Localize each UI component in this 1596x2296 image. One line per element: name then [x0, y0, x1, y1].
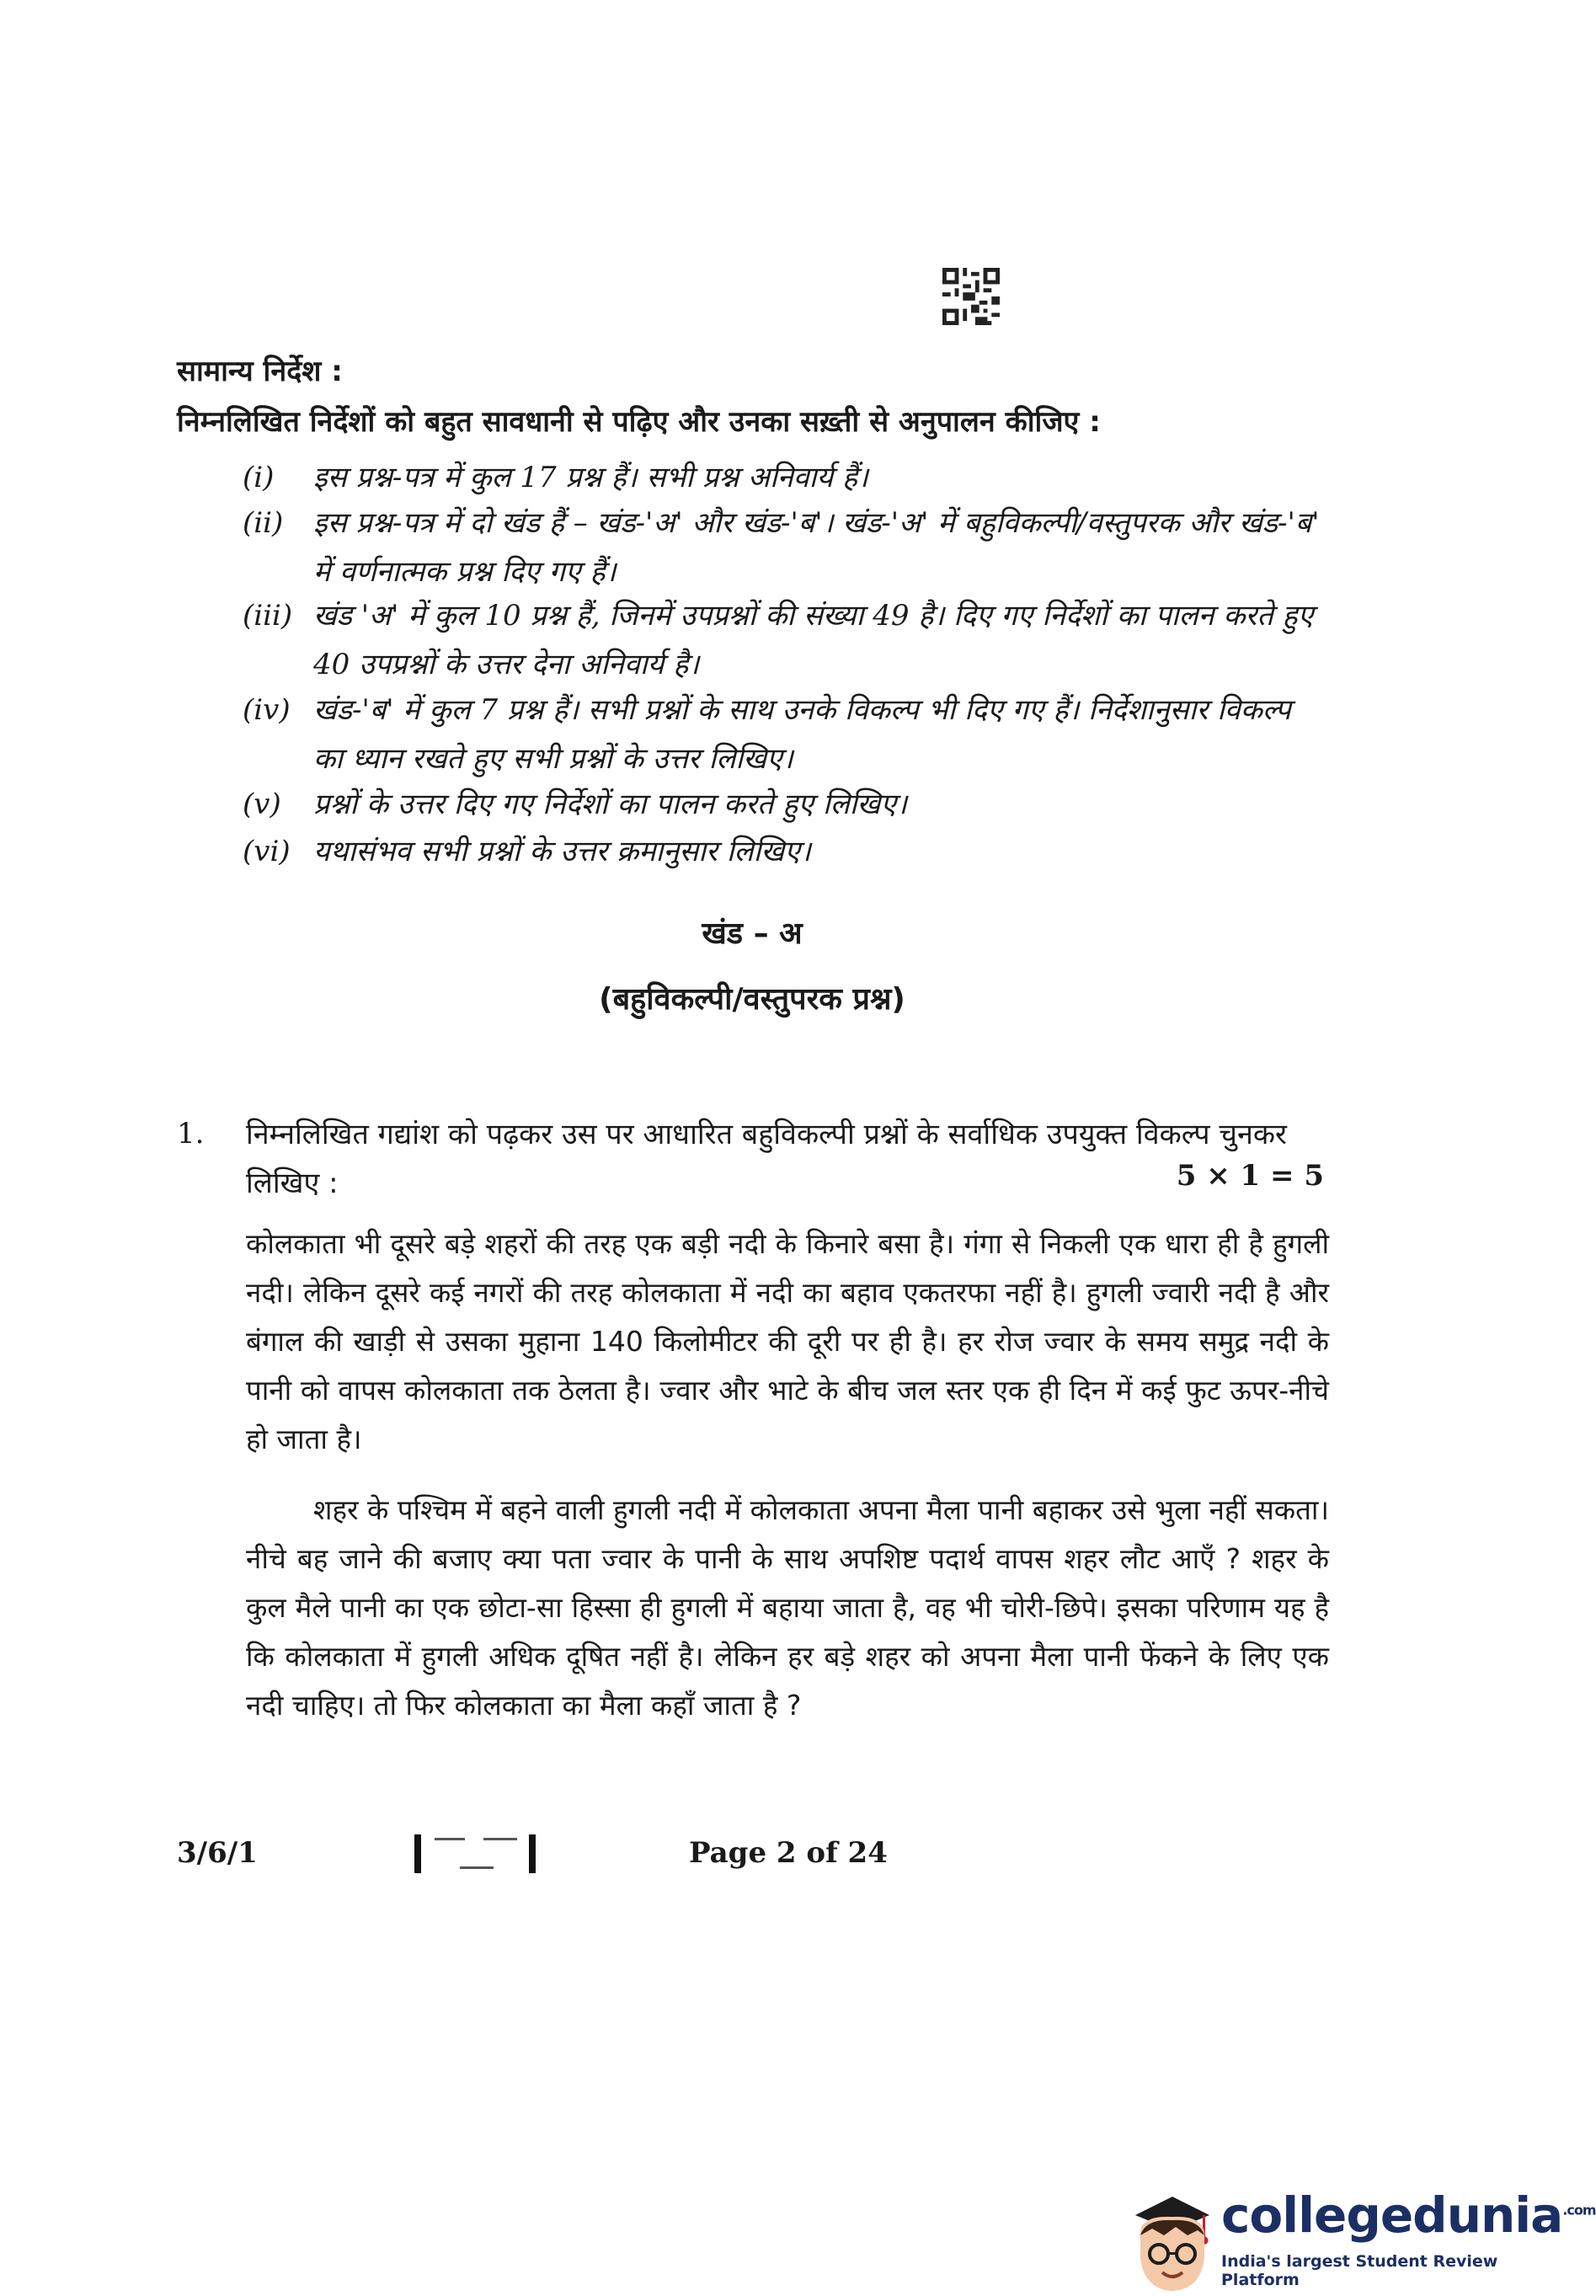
mascot-icon: [1120, 2181, 1221, 2296]
instruction-item: [243, 686, 1329, 783]
logo-wordmark: collegedunia$^{.com}$: [1221, 2187, 1596, 2244]
instruction-text: प्रश्नों के उत्तर दिए गए निर्देशों का पालन करते हुए लिखिए।: [313, 788, 908, 821]
logo-tagline: India's largest Student Review Platform: [1221, 2252, 1498, 2289]
collegedunia-logo: [1120, 2181, 1596, 2296]
instruction-item: [243, 827, 1329, 876]
instruction-text: इस प्रश्न-पत्र में कुल 17 प्रश्न हैं। सभी प्रश्न अनिवार्य हैं।: [313, 461, 868, 494]
instruction-text: खंड-'ब' में कुल 7 प्रश्न हैं। सभी प्रश्नों के साथ उनके विकल्प भी दिए गए हैं। निर्देशानुसार विकल्प का ध्यान रखते हुए सभी प्रश्नों के उत्तर लिखिए।: [313, 693, 1291, 776]
instruction-number: (v): [243, 788, 281, 821]
instruction-text: यथासंभव सभी प्रश्नों के उत्तर क्रमानुसार लिखिए।: [313, 835, 811, 868]
general-instructions-title: सामान्य निर्देश :: [177, 355, 343, 388]
page-number: Page 2 of 24: [689, 1836, 888, 1870]
barcode-icon: [413, 1833, 539, 1875]
instruction-item: [243, 780, 1329, 829]
section-subtitle: (बहुविकल्पी/वस्तुपरक प्रश्न): [599, 982, 905, 1017]
instruction-item: [243, 591, 1329, 689]
instruction-item: [243, 499, 1329, 596]
qr-code: [942, 268, 1001, 325]
instruction-number: (iv): [243, 693, 291, 727]
passage-paragraph: शहर के पश्चिम में बहने वाली हुगली नदी में कोलकाता अपना मैला पानी बहाकर उसे भुला नहीं सकता। नीचे बह जाने की बजाए क्या पता ज्वार के पानी के साथ अपशिष्ट पदार्थ वापस शहर लौट आएँ ? शहर के कुल मैले पानी का एक छोटा-सा हिस्सा ही हुगली में बहाया जाता है, वह भी चोरी-छिपे। इसका परिणाम यह है कि कोलकाता में हुगली अधिक दूषित नहीं है। लेकिन हर बड़े शहर को अपना मैला पानी फेंकने के लिए एक नदी चाहिए। तो फिर कोलकाता का मैला कहाँ जाता है ?: [246, 1493, 1329, 1722]
question-number: 1.: [177, 1117, 205, 1151]
instruction-number: (iii): [243, 599, 293, 633]
section-title: खंड – अ: [702, 916, 803, 951]
question-marks: 5 × 1 = 5: [1176, 1159, 1324, 1193]
instruction-number: (i): [243, 461, 275, 494]
instruction-item: [243, 453, 1329, 502]
instruction-number: (ii): [243, 506, 284, 540]
question-text: निम्नलिखित गद्यांश को पढ़कर उस पर आधारित बहुविकल्पी प्रश्नों के सर्वाधिक उपयुक्त विकल्प चुनकर लिखिए :: [246, 1118, 1287, 1200]
general-instructions-lead: निम्नलिखित निर्देशों को बहुत सावधानी से पढ़िए और उनका सख़्ती से अनुपालन कीजिए :: [177, 405, 1101, 439]
instruction-number: (vi): [243, 835, 291, 868]
passage-paragraph: कोलकाता भी दूसरे बड़े शहरों की तरह एक बड़ी नदी के किनारे बसा है। गंगा से निकली एक धारा ही है हुगली नदी। लेकिन दूसरे कई नगरों की तरह कोलकाता में नदी का बहाव एकतरफा नहीं है। हुगली ज्वारी नदी है और बंगाल की खाड़ी से उसका मुहाना 140 किलोमीटर की दूरी पर ही है। हर रोज ज्वार के समय समुद्र नदी के पानी को वापस कोलकाता तक ठेलता है। ज्वार और भाटे के बीच जल स्तर एक ही दिन में कई फुट ऊपर-नीचे हो जाता है।: [246, 1227, 1329, 1455]
instruction-text: खंड 'अ' में कुल 10 प्रश्न हैं, जिनमें उपप्रश्नों की संख्या 49 है। दिए गए निर्देशों का पालन करते हुए 40 उपप्रश्नों के उत्तर देना अनिवार्य है।: [313, 599, 1314, 681]
instruction-text: इस प्रश्न-पत्र में दो खंड हैं – खंड-'अ' और खंड-'ब'। खंड-'अ' में बहुविकल्पी/वस्तुपरक और खंड-'ब' में वर्णनात्मक प्रश्न दिए गए हैं।: [313, 506, 1320, 589]
paper-code: 3/6/1: [177, 1836, 258, 1870]
